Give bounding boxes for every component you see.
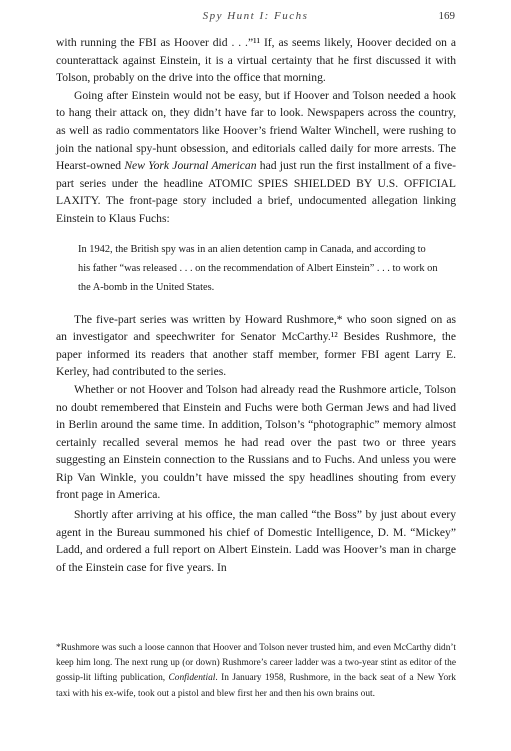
newspaper-title: New York Journal American (124, 159, 257, 173)
paragraph-4: Whether or not Hoover and Tolson had already read the Rushmore article, Tolson no doubt remembered that Einstein and Fuchs were both German Jews and had lived in Berlin around the same time. In addition, Tolson’s “photographic” memory almost certainly recalled several memos he had read over the past two or three years suggesting an Einstein connection to the Russians and to Fuchs. And unless you were Rip Van Winkle, you couldn’t have missed the spy headlines shouting from every front page in America. (56, 382, 456, 502)
page-number: 169 (438, 10, 455, 22)
paragraph-5: Shortly after arriving at his office, the man called “the Boss” by just about every agent in the Bureau summoned his chief of Domestic Intelligence, D. M. “Mickey” Ladd, and ordered a full report on Albert Einstein. Ladd was Hoover’s man in charge of the Einstein case for five years. In (56, 508, 456, 574)
paragraph-1: with running the FBI as Hoover did . . .”¹¹ If, as seems likely, Hoover decided on a counterattack against Einstein, it is a virtual certainty that he first discussed it with Tolson, probably on the drive into the office that morning. (56, 36, 456, 85)
block-quote: In 1942, the British spy was in an alien detention camp in Canada, and according to his father “was released . . . on the recommendation of Albert Einstein” . . . to work on the A-bomb in the United States. (78, 243, 438, 293)
body-text (56, 34, 456, 576)
paragraph-2-text-b: had just run the first installment of a five-part series under the headline ATOMIC SPIES SHIELDED BY U.S. OFFICIAL LAXITY. The front-page story included a brief, undocumented allegation linking Einstein to Klaus Fuchs: (56, 159, 456, 225)
running-head (0, 8, 511, 24)
footnote-text-b: . In January 1958, Rushmore, in the back seat of a New York taxi with his ex-wife, took out a pistol and blew first her and then his own brains out. (56, 673, 456, 699)
paragraph-2-text-a: Going after Einstein would not be easy, but if Hoover and Tolson needed a hook to hang their attack on, they didn’t have far to look. Newspapers across the country, as well as radio commentators like Hoover’s friend Walter Winchell, were rushing to join the national spy-hunt obsession, and editorials called daily for more arrests. The Hearst-owned (56, 88, 456, 173)
footnote-publication: Confidential (168, 673, 216, 684)
paragraph-2 (56, 87, 456, 228)
running-title: Spy Hunt I: Fuchs (202, 10, 309, 22)
paragraph-3: The five-part series was written by Howard Rushmore,* who soon signed on as an investigator and speechwriter for Senator McCarthy.¹² Besides Rushmore, the paper informed its readers that another staff member, former FBI agent Larry E. Kerley, had contributed to the series. (56, 312, 456, 379)
footnote-text-a: *Rushmore was such a loose cannon that Hoover and Tolson never trusted him, and even McCarthy didn’t keep him long. The next rung up (or down) Rushmore’s career ladder was a two-year stint as editor of the gossip-lit lifting publication, (56, 643, 456, 684)
footnote (56, 641, 456, 702)
